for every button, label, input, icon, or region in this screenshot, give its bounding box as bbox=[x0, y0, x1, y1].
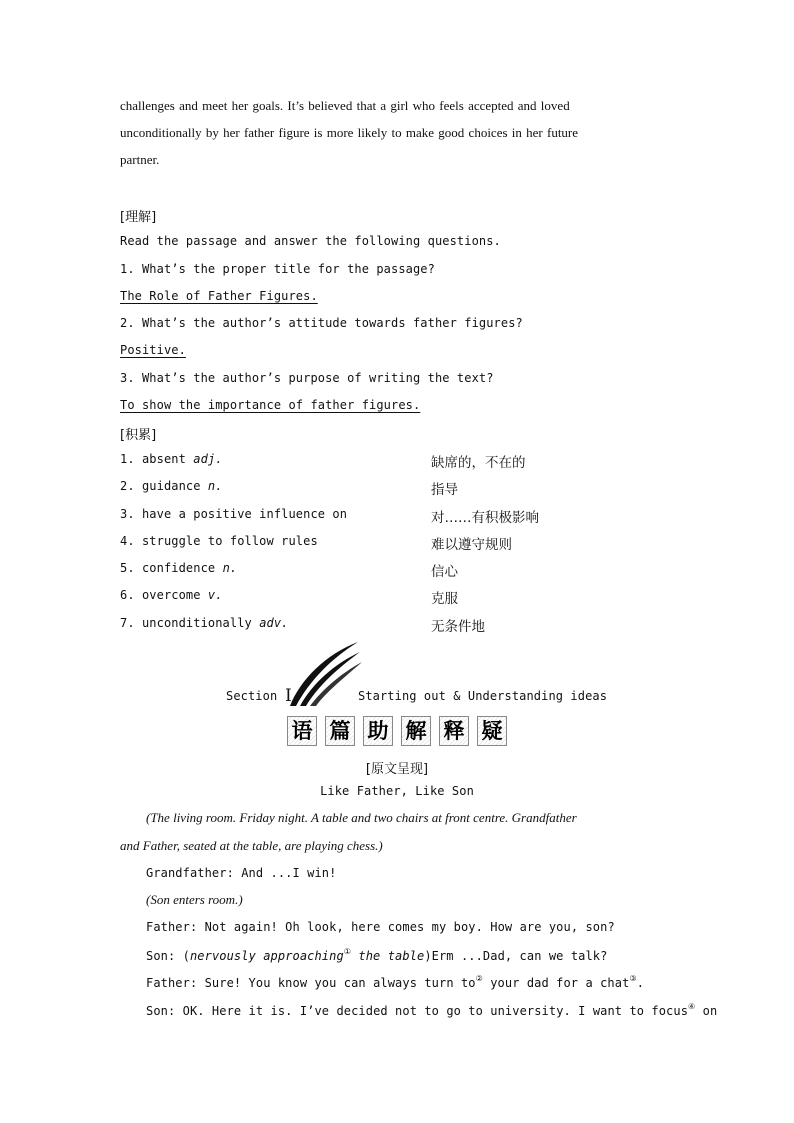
vocab-term: overcome bbox=[141, 588, 201, 602]
question-2: 2. What’s the author’s attitude towards father figures? bbox=[120, 316, 523, 330]
original-text-label: [原文呈现] bbox=[365, 762, 429, 777]
vocab-item bbox=[120, 561, 237, 575]
intro-line-3: partner. bbox=[120, 152, 160, 167]
stage-direction-1b: and Father, seated at the table, are playing chess.) bbox=[120, 838, 383, 853]
vocab-meaning: 难以遵守规则 bbox=[431, 537, 512, 553]
stage-direction-inline: the table bbox=[351, 949, 425, 963]
banner-char: 释 bbox=[439, 716, 469, 746]
banner-char: 篇 bbox=[325, 716, 355, 746]
stage-direction-inline: nervously approaching bbox=[189, 949, 344, 963]
vocab-term: guidance bbox=[141, 479, 201, 493]
speech: Not again! Oh look, here comes my boy. How are you, son? bbox=[197, 920, 615, 934]
vocab-meaning: 对……有积极影响 bbox=[431, 510, 539, 526]
vocab-num: 5. bbox=[120, 561, 135, 575]
vocab-pos: n. bbox=[222, 561, 238, 575]
vocabulary-heading: [积累] bbox=[120, 428, 157, 443]
banner-char: 助 bbox=[363, 716, 393, 746]
vocab-num: 6. bbox=[120, 588, 135, 602]
dialogue-line bbox=[146, 920, 615, 934]
question-1: 1. What’s the proper title for the passage? bbox=[120, 262, 435, 276]
vocab-term: have a positive influence on bbox=[141, 507, 348, 521]
banner-char: 疑 bbox=[477, 716, 507, 746]
speech: OK. Here it is. I’ve decided not to go to university. I want to focus bbox=[175, 1004, 689, 1018]
speech: on bbox=[695, 1004, 718, 1018]
banner-char: 解 bbox=[401, 716, 431, 746]
comprehension-heading: [理解] bbox=[120, 210, 157, 225]
section-subtitle: Starting out & Understanding ideas bbox=[358, 689, 608, 703]
vocab-num: 2. bbox=[120, 479, 135, 493]
question-3: 3. What’s the author’s purpose of writing the text? bbox=[120, 371, 494, 385]
speech: Erm ...Dad, can we talk? bbox=[431, 949, 608, 963]
stage-direction-1a: (The living room. Friday night. A table and two chairs at front centre. Grandfather bbox=[146, 810, 577, 825]
vocab-meaning: 无条件地 bbox=[431, 619, 485, 635]
stage-direction-2: (Son enters room.) bbox=[146, 892, 243, 907]
footnote-mark: ① bbox=[343, 947, 352, 956]
vocab-item bbox=[120, 534, 318, 548]
paren-open: ( bbox=[175, 949, 190, 963]
dialogue-line bbox=[146, 974, 644, 990]
intro-line-1: challenges and meet her goals. It’s believed that a girl who feels accepted and loved bbox=[120, 98, 570, 113]
comprehension-instruction: Read the passage and answer the following questions. bbox=[120, 234, 501, 248]
swoosh-icon bbox=[286, 640, 366, 708]
speech: Sure! You know you can always turn to bbox=[197, 976, 476, 990]
answer-2: Positive. bbox=[120, 343, 186, 357]
vocab-meaning: 缺席的，不在的 bbox=[431, 455, 526, 471]
dialogue-line bbox=[146, 947, 607, 963]
speech: And ...I win! bbox=[233, 866, 337, 880]
section-label: Section bbox=[226, 689, 278, 703]
vocab-term: absent bbox=[141, 452, 186, 466]
vocab-item bbox=[120, 479, 223, 493]
passage-title: Like Father, Like Son bbox=[320, 784, 474, 798]
answer-3: To show the importance of father figures. bbox=[120, 398, 421, 412]
vocab-pos: adv. bbox=[259, 616, 289, 630]
speaker: Father: bbox=[146, 920, 198, 934]
vocab-term: confidence bbox=[141, 561, 216, 575]
speech: your dad for a chat bbox=[482, 976, 630, 990]
vocab-num: 4. bbox=[120, 534, 135, 548]
paren-close: ) bbox=[424, 949, 432, 963]
footnote-mark: ④ bbox=[688, 1002, 696, 1011]
vocab-item bbox=[120, 616, 289, 630]
vocab-num: 1. bbox=[120, 452, 135, 466]
vocab-meaning: 信心 bbox=[431, 564, 458, 580]
banner-char: 语 bbox=[287, 716, 317, 746]
vocab-pos: v. bbox=[207, 588, 223, 602]
vocab-item bbox=[120, 588, 223, 602]
vocab-num: 3. bbox=[120, 507, 135, 521]
footnote-mark: ③ bbox=[629, 974, 637, 983]
section-numeral: Ⅰ bbox=[285, 686, 292, 705]
dialogue-line bbox=[146, 1002, 717, 1018]
vocab-term: unconditionally bbox=[141, 616, 252, 630]
speaker: Father: bbox=[146, 976, 198, 990]
vocab-item bbox=[120, 507, 347, 521]
dialogue-line bbox=[146, 866, 336, 880]
vocab-pos: n. bbox=[207, 479, 223, 493]
footnote-mark: ② bbox=[475, 974, 483, 983]
speaker: Son: bbox=[146, 1004, 176, 1018]
speaker: Son: bbox=[146, 949, 176, 963]
vocab-item bbox=[120, 452, 223, 466]
vocab-meaning: 克服 bbox=[431, 591, 458, 607]
answer-1: The Role of Father Figures. bbox=[120, 289, 318, 303]
intro-line-2: unconditionally by her father figure is more likely to make good choices in her future bbox=[120, 125, 579, 140]
vocab-num: 7. bbox=[120, 616, 135, 630]
speaker: Grandfather: bbox=[146, 866, 234, 880]
speech: . bbox=[636, 976, 645, 990]
vocab-pos: adj. bbox=[193, 452, 223, 466]
vocab-meaning: 指导 bbox=[431, 482, 458, 498]
vocab-term: struggle to follow rules bbox=[141, 534, 318, 548]
banner-heading bbox=[0, 716, 794, 746]
